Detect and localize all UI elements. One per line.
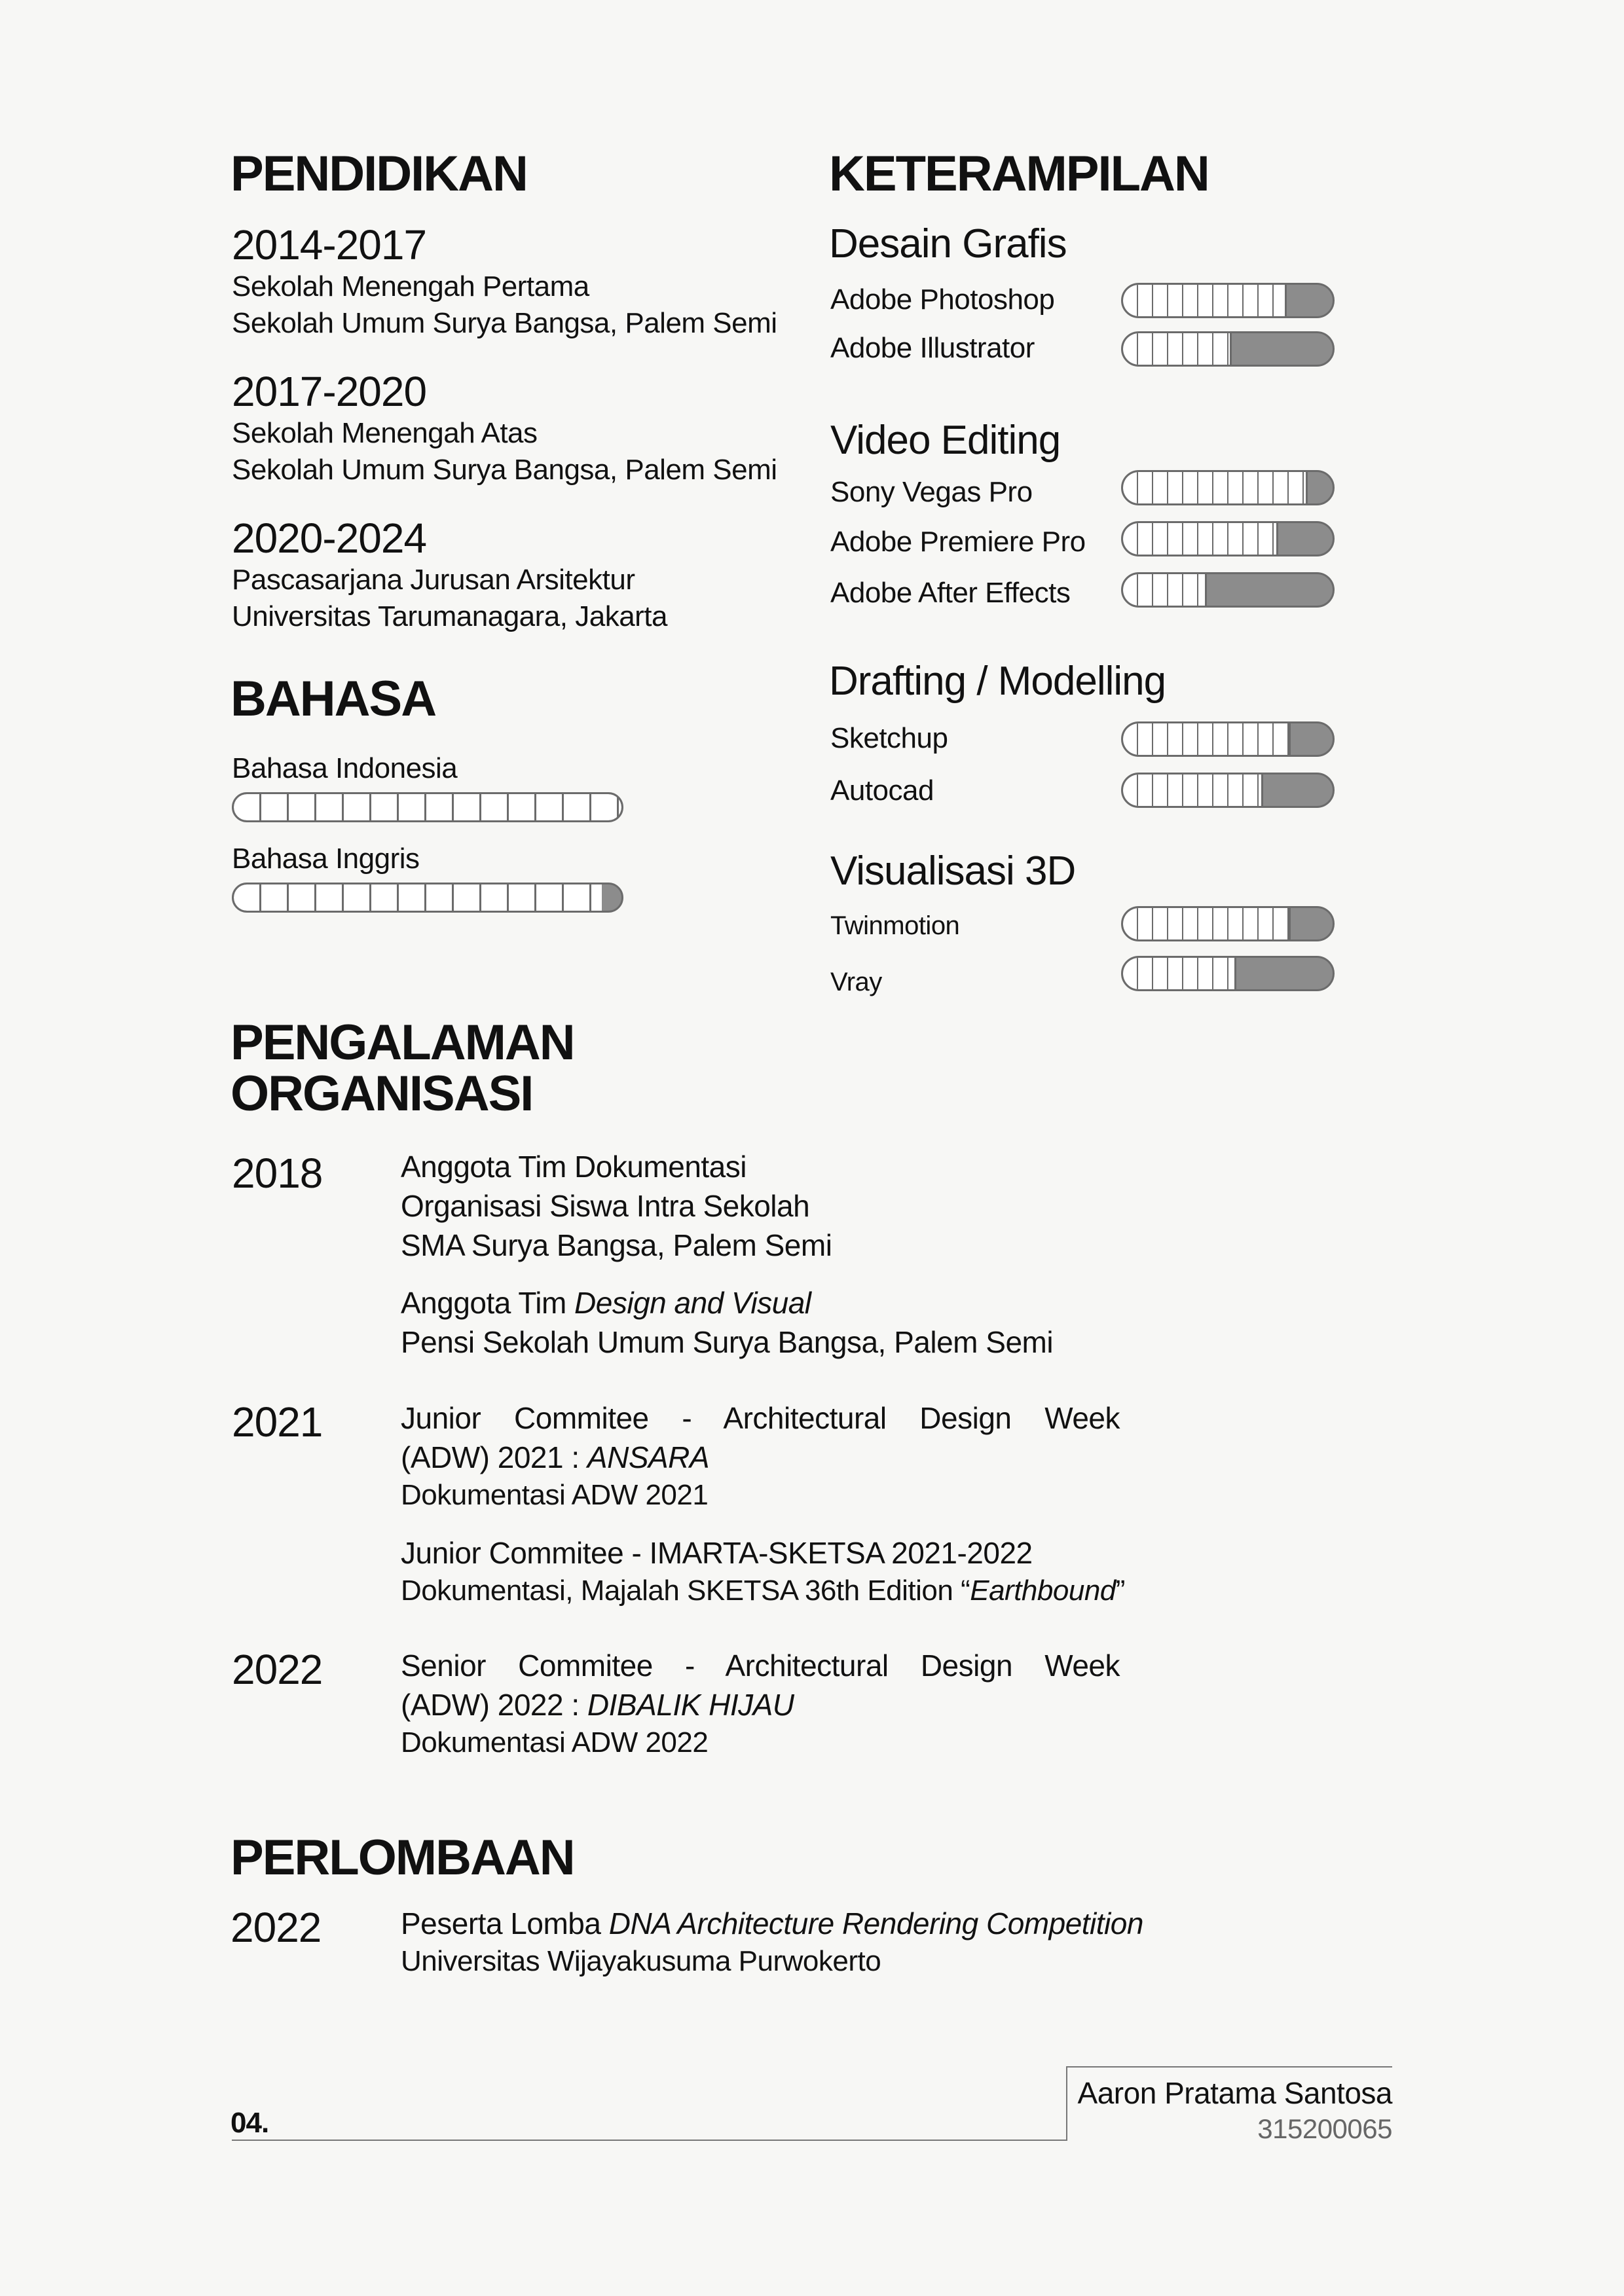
level-fill [1123, 285, 1287, 316]
skill-level-bar [1121, 470, 1335, 505]
language-level-bar [232, 883, 623, 913]
skill-level-bar [1121, 572, 1335, 608]
section-title-line: ORGANISASI [231, 1066, 533, 1121]
org-entry-line-text: ” [1115, 1575, 1125, 1607]
org-entry-title-italic: Design and Visual [574, 1286, 811, 1320]
org-entry-title-cont [401, 1685, 1120, 1724]
skill-level-bar [1121, 956, 1335, 991]
org-entry-title: Anggota Tim Dokumentasi [401, 1150, 747, 1184]
skill-level-bar [1121, 521, 1335, 556]
education-line: Pascasarjana Jurusan Arsitektur [232, 564, 635, 596]
competition-title [401, 1904, 1318, 1943]
org-entry-title: Senior Commitee - Architectural Design Week [401, 1649, 1120, 1683]
skill-label: Sketchup [830, 722, 948, 754]
student-id: 315200065 [1257, 2113, 1392, 2144]
education-entry [232, 221, 777, 342]
org-entry [401, 1147, 1121, 1265]
org-entry [401, 1283, 1187, 1362]
org-entry-line: Dokumentasi ADW 2022 [401, 1726, 709, 1758]
skill-label: Autocad [830, 774, 934, 807]
level-fill [1123, 774, 1263, 806]
level-fill [234, 794, 621, 820]
footer-top-rule [1066, 2066, 1392, 2068]
org-entry-line: Pensi Sekolah Umum Surya Bangsa, Palem Semi [401, 1325, 1054, 1359]
org-entry [401, 1646, 1120, 1761]
skill-level-bar [1121, 283, 1335, 318]
skill-label: Adobe Illustrator [830, 332, 1035, 364]
level-fill [1123, 523, 1278, 555]
section-title-keterampilan: KETERAMPILAN [829, 146, 1209, 202]
footer-rule [232, 2140, 1067, 2141]
skill-label: Sony Vegas Pro [830, 476, 1033, 508]
level-fill [1123, 958, 1236, 989]
section-title-pendidikan: PENDIDIKAN [231, 146, 527, 202]
org-entry-line: Organisasi Siswa Intra Sekolah [401, 1189, 810, 1223]
level-fill [1123, 908, 1291, 939]
skill-label: Adobe After Effects [830, 577, 1071, 609]
org-entry [401, 1533, 1187, 1609]
org-entry-title: Junior Commitee - Architectural Design Week [401, 1401, 1120, 1435]
org-entry-line-italic: Earthbound [970, 1575, 1116, 1607]
skill-level-bar [1121, 721, 1335, 757]
org-entry-title-cont [401, 1438, 1120, 1477]
education-line: Sekolah Menengah Pertama [232, 270, 589, 302]
skill-label: Vray [830, 968, 882, 996]
skill-label: Adobe Premiere Pro [830, 526, 1086, 558]
education-line: Sekolah Umum Surya Bangsa, Palem Semi [232, 454, 777, 486]
org-entry-title-italic: ANSARA [587, 1440, 710, 1474]
competition-year: 2022 [231, 1904, 322, 1951]
level-fill [1123, 574, 1207, 606]
level-fill [1123, 472, 1308, 503]
skill-label: Adobe Photoshop [830, 283, 1055, 316]
org-entry-title-text: Anggota Tim [401, 1286, 575, 1320]
competition-entry [401, 1904, 1318, 1980]
skill-level-bar [1121, 773, 1335, 808]
skill-group-title: Desain Grafis [829, 221, 1067, 266]
page-number: 04. [231, 2107, 269, 2139]
section-title-perlombaan: PERLOMBAAN [231, 1830, 574, 1886]
org-entry-title: Junior Commitee - IMARTA-SKETSA 2021-2022 [401, 1536, 1033, 1570]
education-line: Universitas Tarumanagara, Jakarta [232, 600, 668, 632]
section-title-bahasa: BAHASA [231, 671, 436, 727]
org-entry-title-text: (ADW) 2021 : [401, 1440, 587, 1474]
competition-line: Universitas Wijayakusuma Purwokerto [401, 1945, 881, 1977]
level-fill [1123, 333, 1232, 365]
org-entry-title [401, 1283, 1187, 1322]
language-level-bar [232, 792, 623, 822]
org-entry-line-text: Dokumentasi, Majalah SKETSA 36th Edition “ [401, 1575, 970, 1607]
education-line: Sekolah Menengah Atas [232, 417, 538, 449]
education-entry [232, 368, 777, 488]
org-entry-title-italic: DIBALIK HIJAU [587, 1688, 794, 1722]
language-label: Bahasa Indonesia [232, 752, 458, 784]
author-name: Aaron Pratama Santosa [1077, 2076, 1392, 2110]
education-years: 2017-2020 [232, 368, 427, 415]
skill-level-bar [1121, 906, 1335, 941]
skill-group-title: Drafting / Modelling [829, 659, 1166, 704]
section-title-organisasi [231, 1017, 574, 1120]
level-fill [234, 884, 602, 911]
competition-title-italic: DNA Architecture Rendering Competition [608, 1906, 1143, 1941]
skill-label: Twinmotion [830, 911, 960, 940]
org-entry-title-text: (ADW) 2022 : [401, 1688, 587, 1722]
skill-level-bar [1121, 331, 1335, 367]
level-fill [1123, 723, 1291, 755]
competition-title-text: Peserta Lomba [401, 1906, 609, 1941]
education-line: Sekolah Umum Surya Bangsa, Palem Semi [232, 307, 777, 339]
skill-group-title: Visualisasi 3D [830, 848, 1076, 894]
education-entry [232, 517, 667, 635]
section-title-line: PENGALAMAN [231, 1015, 574, 1070]
education-years: 2020-2024 [232, 515, 427, 562]
org-entry-line: SMA Surya Bangsa, Palem Semi [401, 1228, 832, 1262]
org-year: 2018 [232, 1150, 323, 1197]
org-entry-line: Dokumentasi ADW 2021 [401, 1479, 709, 1511]
education-years: 2014-2017 [232, 221, 427, 268]
org-year: 2022 [232, 1646, 323, 1693]
skill-group-title: Video Editing [830, 418, 1061, 463]
org-entry [401, 1398, 1120, 1514]
org-entry-line [401, 1573, 1187, 1609]
org-year: 2021 [232, 1398, 323, 1446]
language-label: Bahasa Inggris [232, 843, 420, 875]
